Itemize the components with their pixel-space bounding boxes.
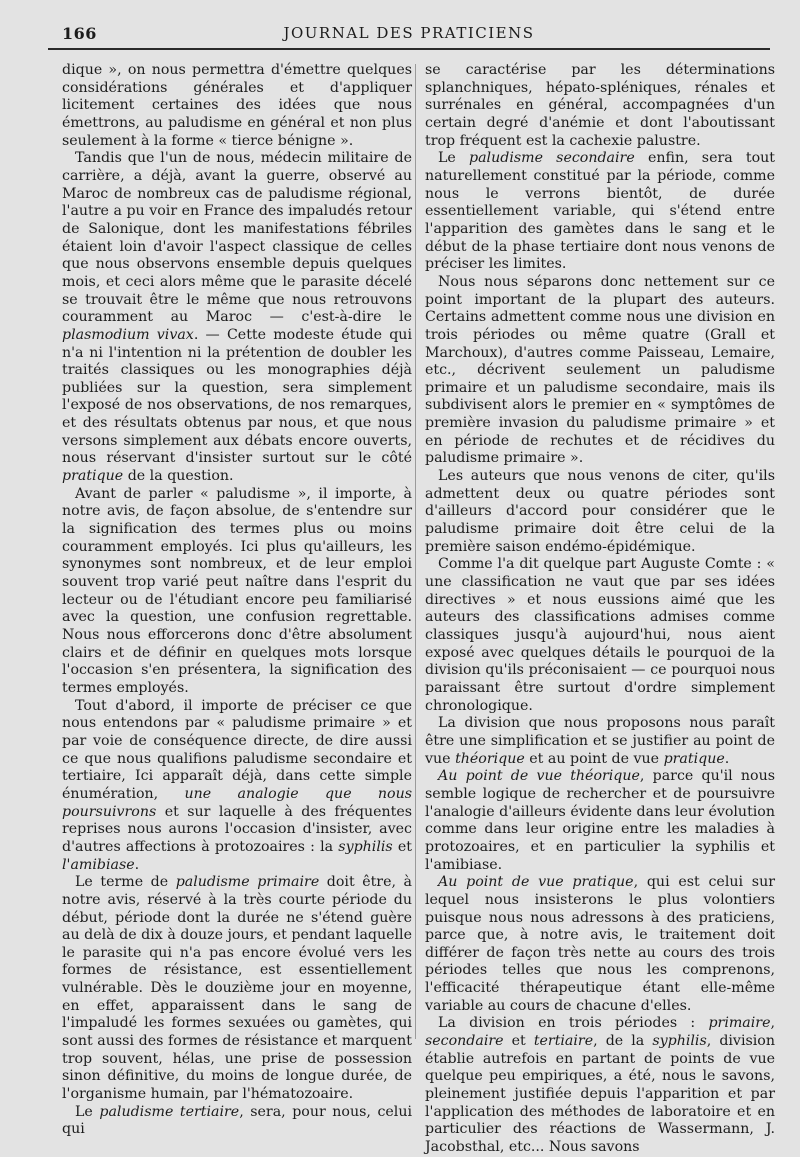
italic-text: plasmodium vivax [62, 326, 194, 343]
paragraph [62, 62, 412, 150]
text-run: se caractérise par les déterminations splanchniques, hépato-spléniques, rénales et surrénales en général, accompagnées d'un certain degré d'anémie et dont l'aboutissant trop fréquent est la cachexie palustre. [425, 62, 775, 149]
italic-text: syphilis [652, 1033, 707, 1050]
paragraph [425, 150, 775, 274]
italic-text: pratique [663, 750, 725, 767]
italic-text: une analogie que nous poursuivrons [62, 785, 413, 820]
page-header [48, 20, 770, 50]
italic-text: primaire [708, 1015, 771, 1032]
italic-text: théorique [455, 750, 525, 767]
paragraph [425, 556, 775, 715]
text-run: dique », on nous permettra d'émettre quelques considérations générales et d'appliquer licitement certaines des idées que nous émettrons, au paludisme en général et non plus seulement à la forme « tierce bénigne ». [62, 62, 412, 149]
right-column [425, 62, 775, 1156]
italic-text: paludisme primaire [175, 874, 320, 891]
text-run: Avant de parler « paludisme », il importe, à notre avis, de façon absolue, de s'entendre sur la signification des termes plus ou moins couramment employés. Ici plus qu'ailleurs, les synonymes sont nombreux, et de leur emploi souvent trop varié peut naître dans l'esprit du lecteur ou de l'étudiant encore peu familiarisé avec la question, une confusion regrettable. Nous nous efforcerons donc d'être absolument clairs et de définir en quelques mots lorsque l'occasion s'en présentera, la signification des termes employés. [62, 485, 412, 696]
text-run: doit être, à notre avis, réservé à la très courte période du début, période dont la durée ne s'étend guère au delà de dix à douze jours, et pendant laquelle le parasite qui n'a pas encore évolué vers les formes de résistance, est essentiellement vulnérable. Dès le douzième jour en moyenne, en effet, apparaissent dans le sang de l'impaludé les formes sexuées ou gamètes, qui sont aussi des formes de résistance et marquent trop souvent, hélas, une prise de possession sinon définitive, du moins de longue durée, de l'organisme humain, par l'hématozoaire. [62, 874, 412, 1103]
text-run: Le [75, 1103, 100, 1120]
text-run: , qui est celui sur lequel nous insisterons le plus volontiers puisque nous nous adressons à des praticiens, parce que, à notre avis, le traitement doit différer de façon très nette au cours des trois périodes telles que nous les comprenons, l'efficacité thérapeutique étant elle-même variable au cours de chacune d'elles. [425, 874, 775, 1014]
text-run: Nous nous séparons donc nettement sur ce point important de la plupart des auteurs. Certains admettent comme nous une division en trois périodes ou même quatre (Grall et Marchoux), d'autres comme Paisseau, Lemaire, etc., décrivent seulement un paludisme primaire et un paludisme secondaire, mais ils subdivisent alors le premier en « symptômes de première invasion du paludisme primaire » et en période de rechutes et de récidives du paludisme primaire ». [425, 273, 775, 467]
paragraph [62, 486, 412, 698]
text-run: Tout d'abord, il importe de préciser ce que nous entendons par « paludisme primaire » et par voie de conséquence directe, de dire aussi ce que nous qualifions paludisme secondaire et tertiaire, Ici apparaît déjà, dans cette simple énumération, [62, 697, 412, 802]
text-run: , [770, 1015, 775, 1032]
text-run: , division établie autrefois en partant de points de vue quelque peu empiriques, a été, nous le savons, pleinement justifiée depuis l'apparition et par l'application des méthodes de laboratoire et en particulier des réactions de Wassermann, J. Jacobsthal, etc... Nous savons [425, 1033, 775, 1156]
italic-text: l'amibiase [62, 856, 135, 873]
text-run: Le terme de [75, 874, 176, 891]
text-run: Le [438, 150, 470, 167]
paragraph [62, 1104, 412, 1139]
text-run: Les auteurs que nous venons de citer, qu'ils admettent deux ou quatre périodes sont d'ailleurs d'accord pour considérer que le paludisme primaire doit être celui de la première saison endémo-épidémique. [425, 468, 775, 555]
italic-text: Au point de vue pratique [438, 874, 634, 891]
paragraph [425, 874, 775, 1015]
text-run: . [134, 856, 140, 873]
text-run: et au point de vue [524, 750, 664, 767]
paragraph [425, 62, 775, 150]
paragraph [62, 150, 412, 485]
italic-text: syphilis [338, 838, 393, 855]
paragraph [425, 715, 775, 768]
journal-title: JOURNAL DES PRATICIENS [283, 24, 535, 42]
paragraph [425, 468, 775, 556]
italic-text: secondaire [425, 1033, 504, 1050]
left-column [62, 62, 413, 1138]
paragraph [425, 768, 775, 874]
paragraph [425, 274, 775, 468]
text-run: , de la [593, 1033, 653, 1050]
text-run: et [503, 1033, 534, 1050]
text-run: La division en trois périodes : [438, 1015, 709, 1032]
italic-text: paludisme secondaire [469, 150, 635, 167]
paragraph [62, 698, 412, 875]
paragraph [425, 1015, 775, 1156]
italic-text: tertiaire [533, 1033, 594, 1050]
text-run: . — Cette modeste étude qui n'a ni l'intention ni la prétention de doubler les traités classiques ou les monographies déjà publiées sur la question, sera simplement l'exposé de nos observations, de nos remarques, et des résultats obtenus par nous, et que nous versons simplement aux débats encore ouverts, nous réservant d'insister surtout sur le côté [62, 326, 412, 467]
text-run: , sera, pour nous, celui qui [62, 1103, 413, 1138]
text-run: enfin, sera tout naturellement constitué par la période, comme nous le verrons bientôt, de durée essentiellement variable, qui s'étend entre l'apparition des gamètes dans le sang et le début de la phase tertiaire dont nous venons de préciser les limites. [425, 150, 775, 273]
text-run: . [724, 750, 730, 767]
column-divider [415, 64, 416, 1039]
text-run: La division que nous proposons nous paraît être une simplification et se justifier au point de vue [425, 715, 775, 767]
text-run: de la question. [123, 468, 234, 485]
paragraph [62, 874, 412, 1104]
text-run: Tandis que l'un de nous, médecin militaire de carrière, a déjà, avant la guerre, observé au Maroc de nombreux cas de paludisme régional, l'autre a pu voir en France des impaludés retour de Salonique, dont les manifestations fébriles étaient loin d'avoir l'aspect classique de celles que nous observons ensemble depuis quelques mois, et ceci alors même que le parasite décelé se trouvait être le même que nous retrouvons couramment au Maroc — c'est-à-dire le [62, 150, 412, 326]
text-run: Comme l'a dit quelque part Auguste Comte : « une classification ne vaut que par ses idées directives » et nous eussions aimé que les auteurs des classifications admises comme classiques jusqu'à aujourd'hui, nous aient exposé avec quelques détails le pourquoi de la division qu'ils préconisaient — ce pourquoi nous paraissant être surtout d'ordre simplement chronologique. [425, 556, 775, 714]
italic-text: paludisme tertiaire [99, 1103, 240, 1120]
text-run: et [392, 838, 413, 855]
text-run: et sur laquelle à des fréquentes reprises nous aurons l'occasion d'insister, avec d'autres affections à protozoaires : la [62, 803, 412, 855]
italic-text: Au point de vue théorique [438, 768, 640, 785]
italic-text: pratique [62, 468, 124, 485]
text-run: , parce qu'il nous semble logique de rechercher et de poursuivre l'analogie d'ailleurs évidente dans leur évolution comme dans leur origine entre les maladies à protozoaires, et en particulier la syphilis et l'amibiase. [425, 768, 775, 873]
page-number: 166 [62, 24, 97, 43]
